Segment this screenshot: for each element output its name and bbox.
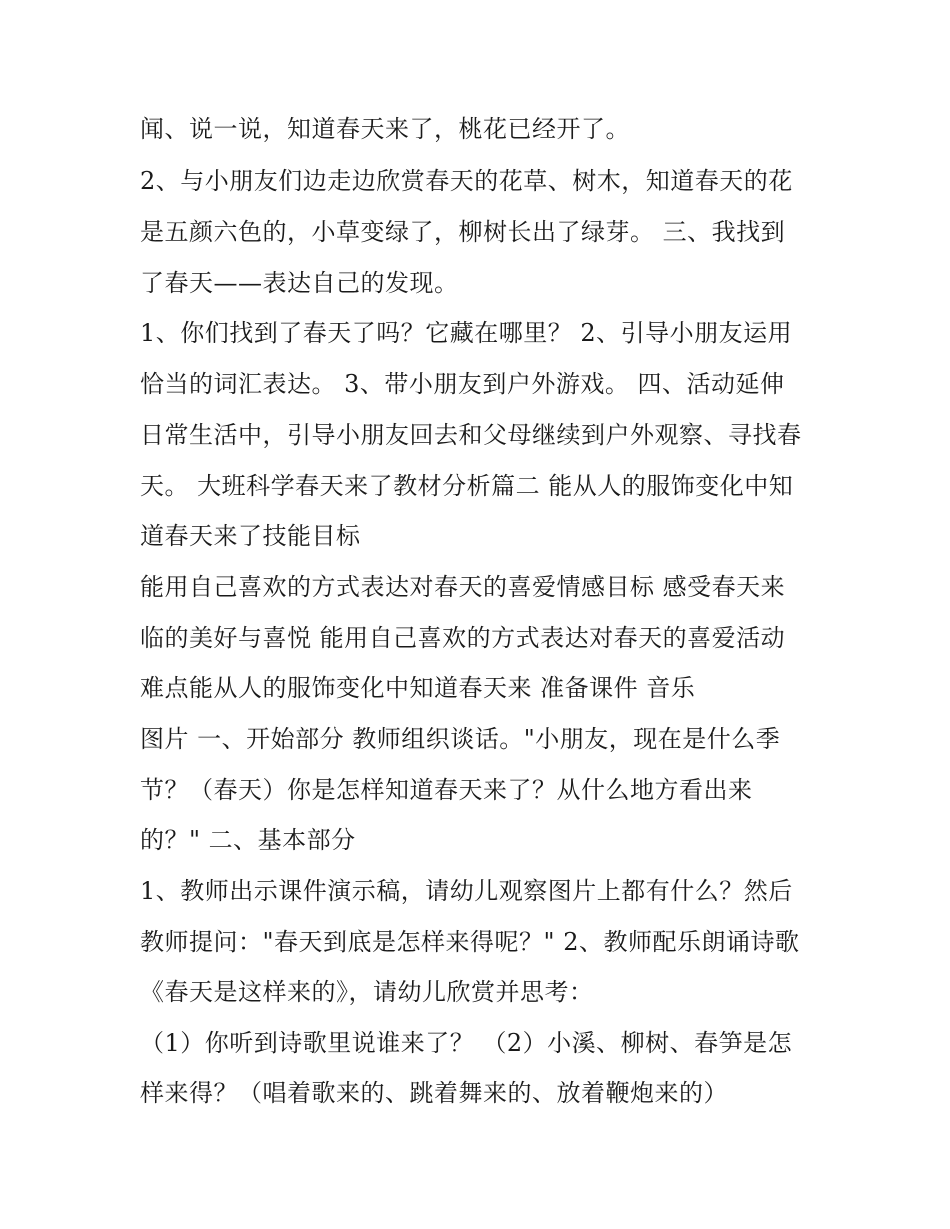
text-line: 是五颜六色的，小草变绿了，柳树长出了绿芽。 三、我找到	[140, 218, 786, 246]
text-line: 图片 一、开始部分 教师组织谈话。"小朋友，现在是什么季	[140, 725, 781, 753]
text-line: 的？" 二、基本部分	[140, 826, 356, 854]
text-line: 《春天是这样来的》，请幼儿欣赏并思考：	[140, 978, 594, 1006]
text-line: 节？（春天）你是怎样知道春天来了？从什么地方看出来	[140, 776, 753, 804]
text-line: 2、与小朋友们边走边欣赏春天的花草、树木，知道春天的花	[140, 167, 793, 195]
text-line: （1）你听到诗歌里说谁来了？ （2）小溪、柳树、春笋是怎	[140, 1029, 793, 1057]
text-line: 恰当的词汇表达。 3、带小朋友到户外游戏。 四、活动延伸	[140, 370, 785, 398]
text-line: 道春天来了技能目标	[140, 522, 361, 550]
text-line: 日常生活中，引导小朋友回去和父母继续到户外观察、寻找春	[140, 421, 802, 449]
text-line: 了春天——表达自己的发现。	[140, 269, 459, 297]
text-line: 临的美好与喜悦 能用自己喜欢的方式表达对春天的喜爱活动	[140, 624, 786, 652]
text-line: 样来得？（唱着歌来的、跳着舞来的、放着鞭炮来的）	[140, 1079, 728, 1107]
text-line: 教师提问："春天到底是怎样来得呢？" 2、教师配乐朗诵诗歌	[140, 928, 800, 956]
text-line: 1、你们找到了春天了吗？它藏在哪里？ 2、引导小朋友运用	[140, 319, 793, 347]
text-line: 闻、说一说，知道春天来了，桃花已经开了。	[140, 115, 630, 143]
text-line: 1、教师出示课件演示稿，请幼儿观察图片上都有什么？然后	[140, 877, 793, 905]
text-line: 难点能从人的服饰变化中知道春天来 准备课件 音乐	[140, 674, 696, 702]
text-line: 能用自己喜欢的方式表达对春天的喜爱情感目标 感受春天来	[140, 573, 786, 601]
text-line: 天。 大班科学春天来了教材分析篇二 能从人的服饰变化中知	[140, 472, 794, 500]
